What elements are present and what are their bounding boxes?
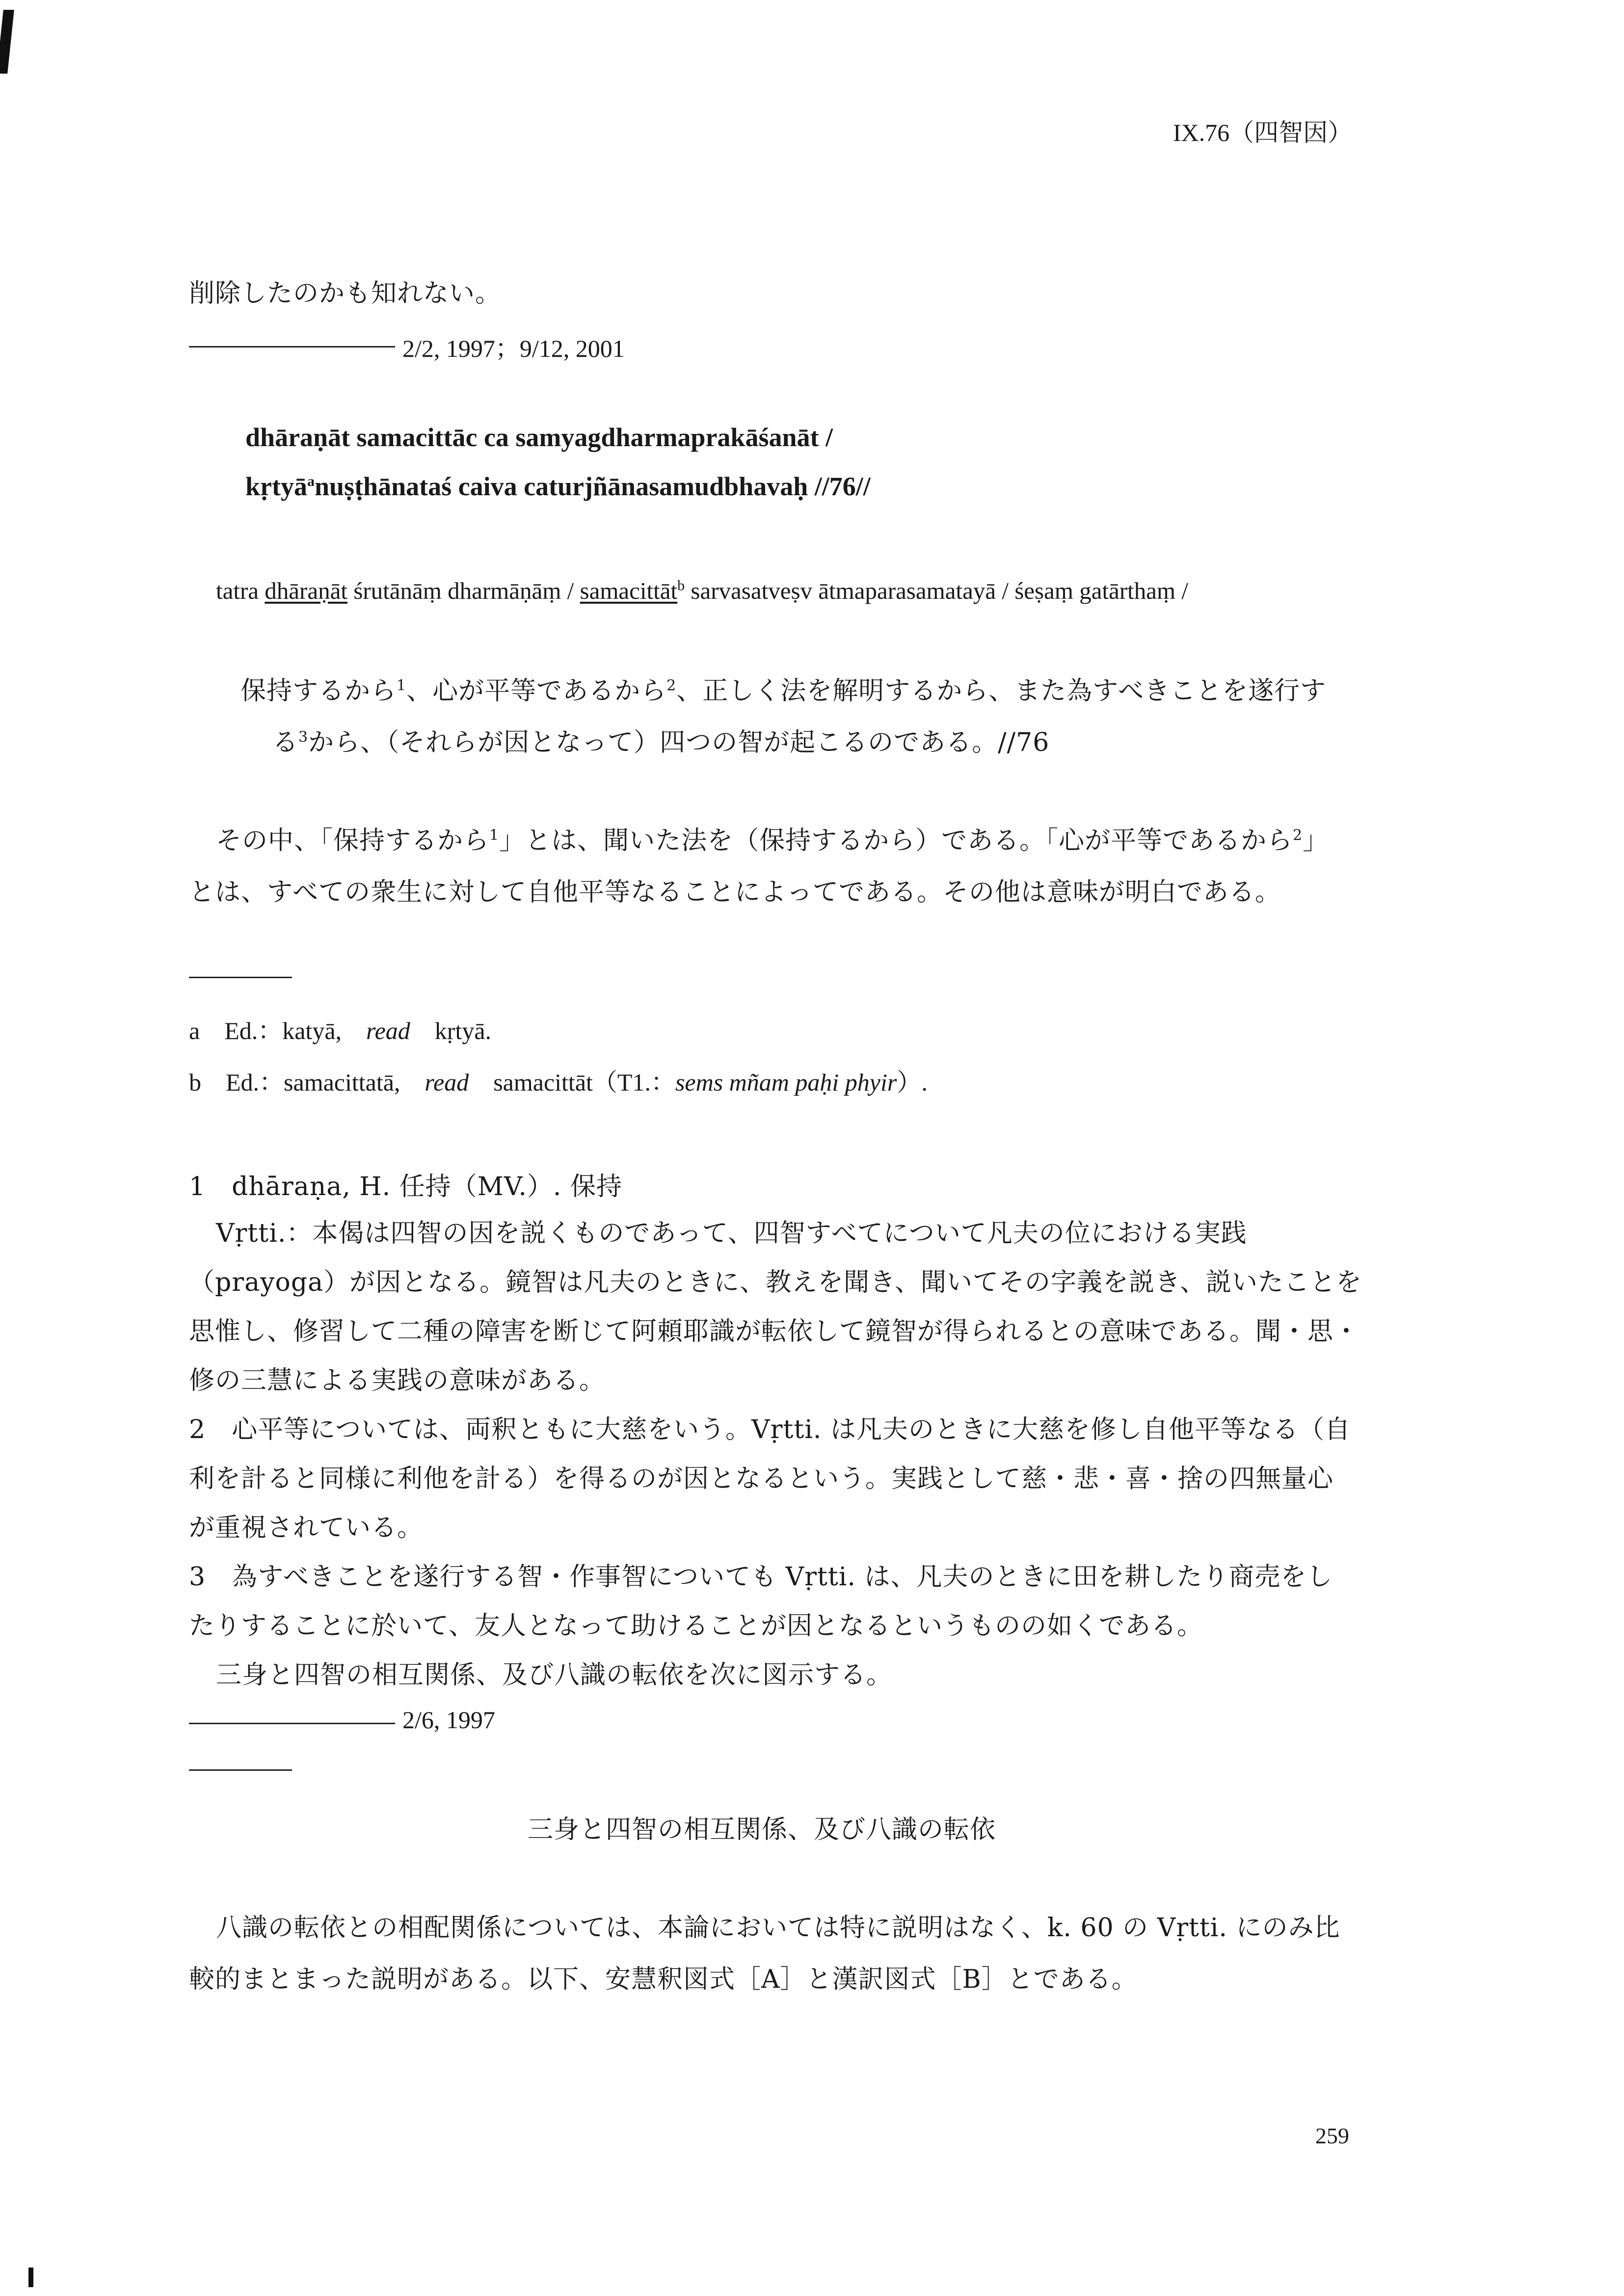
scan-mark-top-left xyxy=(0,10,14,74)
note-1-line-2: （prayoga）が因となる。鏡智は凡夫のときに、教えを聞き、聞いてその字義を説き、説いたことを xyxy=(189,1268,1362,1297)
commentary-line: tatra dhāraṇāt śrutānāṃ dharmāṇāṃ / samacittāt$^b$ sarvasatveṣv ātmaparasamatayā / śeṣaṃ gatārthaṃ / xyxy=(216,577,1188,604)
translation-line-2: る$^3$から、（それらが因となって）四つの智が起こるのである。//76 xyxy=(272,728,1050,757)
note-2-line-2: 利を計ると同様に利他を計る）を得るのが因となるという。実践として慈・悲・喜・捨の四無量心 xyxy=(189,1464,1334,1494)
section-title: 三身と四智の相互関係、及び八識の転依 xyxy=(528,1815,996,1844)
date-line-2: 2/6, 1997 xyxy=(402,1706,495,1734)
date-line-1: 2/2, 1997；9/12, 2001 xyxy=(402,335,625,362)
footnote-a: a Ed.：katyā, read kṛtyā. xyxy=(189,1017,492,1044)
paragraph-line-2: 較的まとまった説明がある。以下、安慧釈図式［A］と漢訳図式［B］とである。 xyxy=(189,1965,1138,1994)
note-3-line-1: 3 為すべきことを遂行する智・作事智についても Vṛtti. は、凡夫のときに田を耕したり商売をし xyxy=(189,1562,1333,1592)
scan-mark-bottom-left xyxy=(28,2268,33,2287)
verse-line-1: dhāraṇāt samacittāc ca samyagdharmaprakāśanāt / xyxy=(245,423,833,452)
note-3-line-3: 三身と四智の相互関係、及び八識の転依を次に図示する。 xyxy=(216,1660,893,1690)
date-rule-1 xyxy=(189,346,395,347)
note-1-heading: 1 dhāraṇa, H. 任持（MV.）. 保持 xyxy=(189,1172,622,1201)
note-1-line-4: 修の三慧による実践の意味がある。 xyxy=(189,1366,606,1395)
verse-line-2: kṛtyā$^a$nuṣṭhānataś caiva caturjñānasamudbhavaḥ //76// xyxy=(245,472,871,501)
paragraph-line-1: 八識の転依との相配関係については、本論においては特に説明はなく、k. 60 の Vṛtti. にのみ比 xyxy=(216,1913,1340,1943)
text-line-1: 削除したのかも知れない。 xyxy=(189,279,502,308)
note-2-line-1: 2 心平等については、両釈ともに大慈をいう。Vṛtti. は凡夫のときに大慈を修し自他平等なる（自 xyxy=(189,1415,1351,1444)
note-3-line-2: たりすることに於いて、友人となって助けることが因となるというものの如くである。 xyxy=(189,1611,1203,1641)
date-rule-2 xyxy=(189,1723,395,1724)
footnote-b: b Ed.：samacittatā, read samacittāt（T1.：sems mñam paḥi phyir）. xyxy=(189,1068,928,1096)
footnote-rule-1 xyxy=(189,977,292,978)
translation-line-1: 保持するから$^1$、心が平等であるから$^2$、正しく法を解明するから、また為すべきことを遂行す xyxy=(240,676,1327,706)
explanation-line-2: とは、すべての衆生に対して自他平等なることによってである。その他は意味が明白である。 xyxy=(189,878,1281,907)
note-2-line-3: が重視されている。 xyxy=(189,1513,424,1543)
note-1-line-1: Vṛtti.：本偈は四智の因を説くものであって、四智すべてについて凡夫の位における実践 xyxy=(216,1219,1247,1248)
explanation-line-1: その中、「保持するから$^1$」とは、聞いた法を（保持するから）である。「心が平等であるから$^2$」 xyxy=(216,826,1329,855)
footnote-rule-2 xyxy=(189,1769,292,1771)
page-number: 259 xyxy=(1315,2123,1349,2148)
running-header: IX.76（四智因） xyxy=(1173,119,1353,146)
note-1-line-3: 思惟し、修習して二種の障害を断じて阿頼耶識が転依して鏡智が得られるとの意味である。聞・思・ xyxy=(189,1317,1360,1346)
